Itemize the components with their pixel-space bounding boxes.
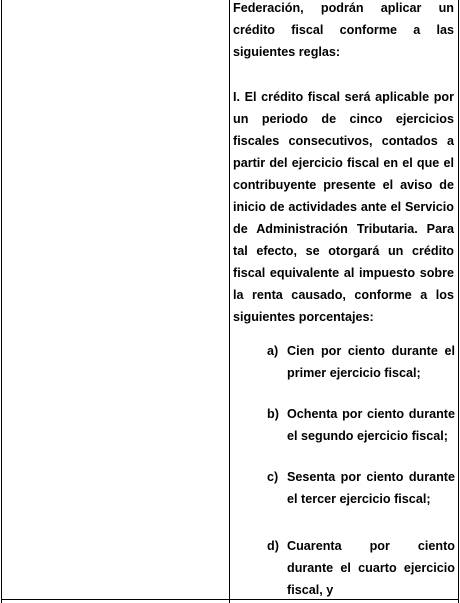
table-border-left [1, 0, 2, 603]
list-item-text: Cuarenta por ciento durante el cuarto ejercicio fiscal, y [287, 539, 455, 597]
list-marker: c) [267, 470, 279, 484]
list-item-text: Sesenta por ciento durante el tercer ejercicio fiscal; [287, 470, 455, 506]
list-marker: b) [267, 407, 279, 421]
table-column-divider [229, 0, 230, 603]
list-marker: a) [267, 344, 279, 358]
list-marker: d) [267, 539, 279, 553]
list-item-text: Ochenta por ciento durante el segundo ejercicio fiscal; [287, 407, 455, 443]
list-item-text: Cien por ciento durante el primer ejercicio fiscal; [287, 344, 455, 380]
rule-paragraph: I. El crédito fiscal será aplicable por un periodo de cinco ejercicios fiscales consecutivos, contados a partir del ejercicio fiscal en el que el contribuyente presente el aviso de inicio de actividades ante el Servicio de Administración Tributaria. Para tal efecto, se otorgará un crédito fiscal equivalente al impuesto sobre la renta causado, conforme a los siguientes porcentajes: [233, 90, 454, 324]
intro-paragraph: Federación, podrán aplicar un crédito fiscal conforme a las siguientes reglas: [233, 1, 454, 59]
table-border-right [458, 0, 459, 603]
